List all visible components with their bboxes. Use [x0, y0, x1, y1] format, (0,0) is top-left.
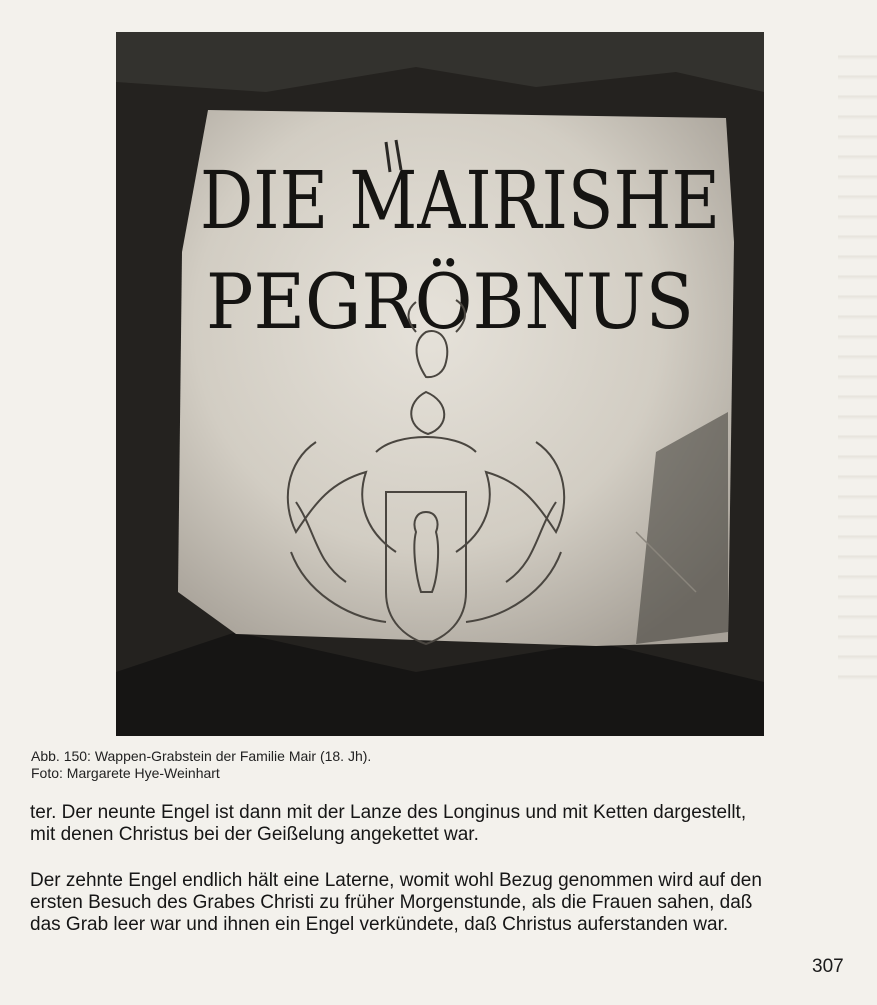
page-number: 307: [812, 956, 844, 977]
caption-line-1: Abb. 150: Wappen-Grabstein der Familie Mair (18. Jh).: [31, 748, 372, 764]
paragraph-2-line-2: ersten Besuch des Grabes Christi zu früher Morgenstunde, als die Frauen sahen, daß: [30, 892, 753, 913]
caption-line-2: Foto: Margarete Hye-Weinhart: [31, 765, 220, 781]
gravestone-image: [116, 32, 764, 736]
paragraph-1-line-2: mit denen Christus bei der Geißelung angekettet war.: [30, 824, 479, 845]
gravestone-photo: [116, 32, 764, 736]
paragraph-1-line-1: ter. Der neunte Engel ist dann mit der Lanze des Longinus und mit Ketten dargestellt,: [30, 802, 747, 823]
inscription-line-2: PEGRÖBNUS: [206, 257, 694, 346]
figure-caption: [31, 748, 831, 782]
inscription-line-1: DIE MAIRISHE: [200, 154, 720, 247]
bleed-through-text: [838, 40, 877, 690]
paragraph-1: [30, 802, 848, 846]
paragraph-2-line-1: Der zehnte Engel endlich hält eine Laterne, womit wohl Bezug genommen wird auf den: [30, 870, 762, 891]
paragraph-2: [30, 870, 848, 936]
paragraph-2-line-3: das Grab leer war und ihnen ein Engel verkündete, daß Christus auferstanden war.: [30, 914, 729, 935]
